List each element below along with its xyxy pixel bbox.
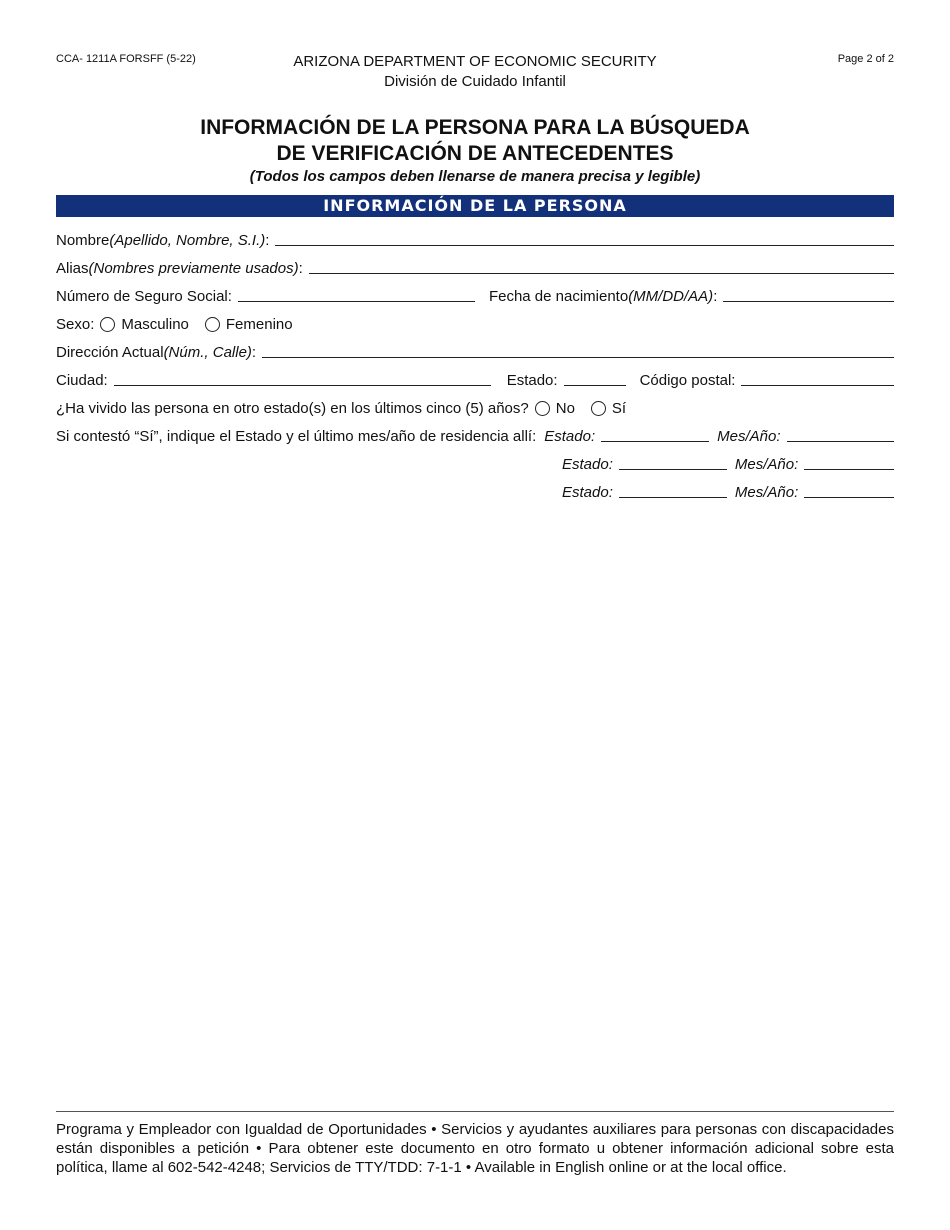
dob-label: Fecha de nacimiento [488, 288, 629, 305]
estado-1-label: Estado: [544, 428, 596, 445]
dob-hint: (MM/DD/AA) [628, 288, 714, 305]
nombre-hint: (Apellido, Nombre, S.I.) [109, 232, 266, 249]
cp-field[interactable] [741, 385, 894, 386]
direccion-field[interactable] [262, 357, 894, 358]
no-label: No [555, 400, 575, 417]
ssn-label: Número de Seguro Social: [56, 288, 232, 305]
si-radio[interactable] [591, 401, 606, 416]
alias-row: Alias (Nombres previamente usados) : [56, 257, 894, 277]
si-label: Sí [611, 400, 627, 417]
residencia-row-2 [562, 453, 894, 473]
estado-3-field[interactable] [619, 497, 727, 498]
mes-ano-3-field[interactable] [804, 497, 894, 498]
femenino-label: Femenino [225, 316, 293, 333]
otro-estado-row [56, 397, 894, 417]
sexo-row [56, 313, 894, 333]
sexo-label: Sexo: [56, 316, 95, 333]
mes-ano-1-label: Mes/Año: [717, 428, 781, 445]
femenino-radio[interactable] [205, 317, 220, 332]
estado-1-field[interactable] [601, 441, 709, 442]
direccion-hint: (Núm., Calle) [163, 344, 252, 361]
estado-2-field[interactable] [619, 469, 727, 470]
residencia-row-1 [56, 425, 894, 445]
direccion-label: Dirección Actual [56, 344, 164, 361]
page-number: Page 2 of 2 [837, 53, 894, 65]
ssn-field[interactable] [238, 301, 475, 302]
form-subtitle: (Todos los campos deben llenarse de manera precisa y legible) [249, 168, 701, 185]
si-contesto-label: Si contestó “Sí”, indique el Estado y el último mes/año de residencia allí: [56, 428, 537, 445]
form-title [0, 115, 950, 167]
no-radio[interactable] [535, 401, 550, 416]
direccion-row: Dirección Actual (Núm., Calle) : [56, 341, 894, 361]
ssn-dob-row: Número de Seguro Social: Fecha de nacimiento (MM/DD/AA) : [56, 285, 894, 305]
nombre-field[interactable] [275, 245, 894, 246]
form-title-line1: INFORMACIÓN DE LA PERSONA PARA LA BÚSQUEDA [200, 116, 750, 139]
footer-divider [56, 1111, 894, 1112]
mes-ano-3-label: Mes/Año: [734, 484, 799, 501]
dob-field[interactable] [723, 301, 894, 302]
alias-field[interactable] [309, 273, 894, 274]
section-heading: INFORMACIÓN DE LA PERSONA [56, 195, 894, 217]
estado-3-label: Estado: [562, 484, 613, 501]
estado-2-label: Estado: [562, 456, 613, 473]
footer-text: Programa y Empleador con Igualdad de Oportunidades • Servicios y ayudantes auxiliares para personas con discapacidades están disponibles a petición • Para obtener este documento en otro formato u obtener información adicional sobre esta política, llame al 602-542-4248; Servicios de TTY/TDD: 7-1-1 • Available in English online or at the local office. [56, 1121, 894, 1176]
form-title-line2: DE VERIFICACIÓN DE ANTECEDENTES [276, 142, 674, 165]
ciudad-field[interactable] [114, 385, 491, 386]
cp-label: Código postal: [639, 372, 736, 389]
nombre-row: Nombre (Apellido, Nombre, S.I.) : [56, 229, 894, 249]
form-code: CCA- 1211A FORSFF (5-22) [56, 53, 196, 65]
alias-label: Alias [56, 260, 89, 277]
nombre-label: Nombre [56, 232, 110, 249]
mes-ano-2-label: Mes/Año: [734, 456, 799, 473]
residencia-row-3 [562, 481, 894, 501]
ciudad-row [56, 369, 894, 389]
otro-estado-question: ¿Ha vivido las persona en otro estado(s) en los últimos cinco (5) años? [56, 400, 529, 417]
division-name: División de Cuidado Infantil [384, 73, 566, 90]
mes-ano-2-field[interactable] [804, 469, 894, 470]
masculino-label: Masculino [121, 316, 189, 333]
ciudad-label: Ciudad: [56, 372, 108, 389]
mes-ano-1-field[interactable] [787, 441, 895, 442]
masculino-radio[interactable] [100, 317, 115, 332]
agency-header [0, 52, 950, 92]
alias-hint: (Nombres previamente usados) [88, 260, 299, 277]
estado-field[interactable] [564, 385, 626, 386]
agency-name: ARIZONA DEPARTMENT OF ECONOMIC SECURITY [293, 53, 657, 70]
estado-label: Estado: [506, 372, 558, 389]
